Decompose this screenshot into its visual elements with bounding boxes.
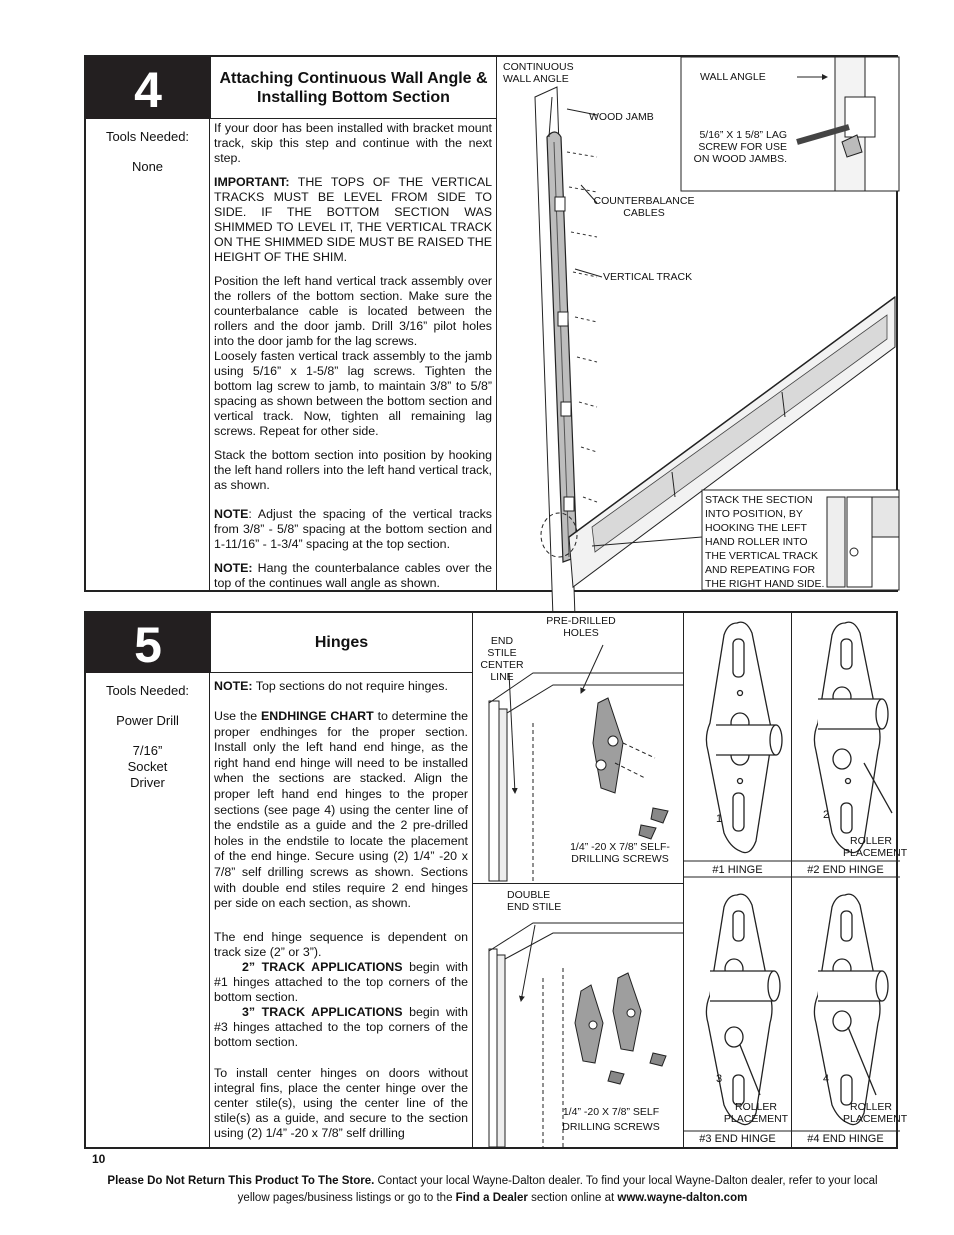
label-stack-section: STACK THE SECTION INTO POSITION, BY HOOKING THE LEFT HAND ROLLER INTO THE VERTICAL TRACK AND REPEATING FOR THE RIGHT HAND SIDE. <box>705 494 825 590</box>
hinge-caption: #4 END HINGE <box>807 1133 884 1145</box>
paragraph: If your door has been installed with bracket mount track, skip this step and continue with the next step. <box>214 121 492 165</box>
step-number: 4 <box>86 57 210 119</box>
track-3in-paragraph: 3” TRACK APPLICATIONS begin with #3 hinges attached to the top corners of the bottom section. <box>214 1004 468 1049</box>
step-5-panel <box>84 611 908 1149</box>
label-vertical-track: VERTICAL TRACK <box>603 271 693 283</box>
tool-item: 7/16” Socket Driver <box>127 743 168 790</box>
label-continuous-wall-angle: CONTINUOUS WALL ANGLE <box>503 61 574 85</box>
hinge-caption: #3 END HINGE <box>699 1133 776 1145</box>
track-2in-paragraph: 2” TRACK APPLICATIONS begin with #1 hinges attached to the top corners of the bottom section. <box>214 959 468 1004</box>
tool-item: None <box>131 159 164 174</box>
tool-item: Power Drill <box>116 713 179 728</box>
label-self-drilling-screws: 1/4” -20 X 7/8” SELF-DRILLING SCREWS <box>570 841 670 865</box>
tools-needed <box>86 673 210 1147</box>
step-number: 5 <box>86 613 210 673</box>
step-5-illustration <box>472 613 908 1147</box>
label-self-drilling-screws: 1/4” -20 X 7/8” SELF DRILLING SCREWS <box>562 1106 660 1133</box>
note-paragraph: NOTE: Top sections do not require hinges. <box>214 679 448 693</box>
hinge-caption: #1 HINGE <box>712 864 763 876</box>
label-wood-jamb: WOOD JAMB <box>589 111 654 123</box>
label-roller-placement: ROLLER PLACEMENT <box>843 835 908 859</box>
paragraph: Position the left hand vertical track assembly over the rollers of the bottom section. Make sure the counterbalance cable is located between the rollers and the door jamb. Drill 3/16” pilot holes into the door jamb for the lag screws. <box>214 274 492 348</box>
label-end-stile-center-line: END STILE CENTER LINE <box>480 635 524 683</box>
paragraph: The end hinge sequence is dependent on track size (2” or 3”). <box>214 929 468 959</box>
label-double-end-stile: DOUBLE END STILE <box>507 889 562 913</box>
note-paragraph: NOTE: Adjust the spacing of the vertical tracks from 3/8” - 5/8” spacing at the bottom section and 1-11/16” - 1-3/4” spacing at the top section. <box>214 507 492 551</box>
label-roller-placement: ROLLER PLACEMENT <box>843 1101 908 1125</box>
note-paragraph: NOTE: Hang the counterbalance cables over the top of the continues wall angle as shown. <box>214 561 492 590</box>
step-title: Attaching Continuous Wall Angle & Installing Bottom Section <box>210 57 496 119</box>
footer-notice: Please Do Not Return This Product To The Store. Contact your local Wayne-Dalton dealer. To find your local Wayne-Dalton dealer, refer to your local yellow pages/business listings or go to the Find a Dealer section online at www.wayne-dalton.com <box>107 1175 878 1204</box>
hinge-number: 4 <box>823 1073 830 1085</box>
label-pre-drilled-holes: PRE-DRILLED HOLES <box>546 615 616 639</box>
step-4-illustration <box>496 57 896 590</box>
instructions <box>210 673 472 1147</box>
tools-label: Tools Needed: <box>105 683 190 698</box>
website-link[interactable]: www.wayne-dalton.com <box>617 1192 748 1204</box>
tools-label: Tools Needed: <box>105 129 190 144</box>
paragraph: Stack the bottom section into position by hooking the left hand rollers into the left hand vertical track, as shown. <box>214 448 492 492</box>
paragraph: Use the ENDHINGE CHART to determine the proper endhinges for the proper section. Install only the left hand end hinge, as the right hand end hinge will need to be installed when the sections are stacked. Align the proper left hand end hinges to the proper sections (see page 4) using the center line of the endstile as a guide and the 2 pre-drilled holes in the endstile to locate the placement of the end hinge. Secure using (2) 1/4” -20 x 7/8” self drilling screws as shown. Sections with double end stiles require 2 end hinges per side on each section, as shown. <box>214 709 468 911</box>
hinge-number: 2 <box>823 809 830 821</box>
tools-needed <box>86 119 210 590</box>
label-counterbalance-cables: COUNTERBALANCE CABLES <box>593 195 695 219</box>
page-number: 10 <box>92 1152 106 1166</box>
label-roller-placement: ROLLER PLACEMENT <box>723 1101 789 1125</box>
paragraph: To install center hinges on doors without integral fins, place the center hinge over the center stile(s), using the center line of the stile(s) as a guide, and secure to the section using (2) 1/4” -20 x 7/8” self drilling <box>214 1065 468 1140</box>
end-hinge-install-illustration <box>473 613 683 1147</box>
hinge-number: 1 <box>716 813 723 825</box>
label-wall-angle: WALL ANGLE <box>700 71 766 83</box>
step-title: Hinges <box>210 613 472 673</box>
important-paragraph: IMPORTANT: THE TOPS OF THE VERTICAL TRACKS MUST BE LEVEL FROM SIDE TO SIDE. IF THE BOTTOM SECTION WAS SHIMMED TO LEVEL IT, THE VERTICAL TRACK ON THE SHIMMED SIDE MUST BE RAISED THE HEIGHT OF THE SHIM. <box>214 175 492 264</box>
label-lag-screw: 5/16” X 1 5/8” LAG SCREW FOR USE ON WOOD JAMBS. <box>693 129 787 165</box>
paragraph: Loosely fasten vertical track assembly to the jamb using 5/16” x 1-5/8” lag screws. Tighten the bottom lag screw to jamb, to maintain 3/8” to 5/8” spacing as shown between the bottom section and vertical track. Now, tighten all remaining lag screws. Repeat for other side. <box>214 349 492 438</box>
hinge-caption: #2 END HINGE <box>807 864 884 876</box>
instructions <box>210 119 496 590</box>
hinge-number: 3 <box>716 1073 723 1085</box>
step-4-panel <box>84 55 898 592</box>
end-hinge-chart <box>684 613 908 1147</box>
